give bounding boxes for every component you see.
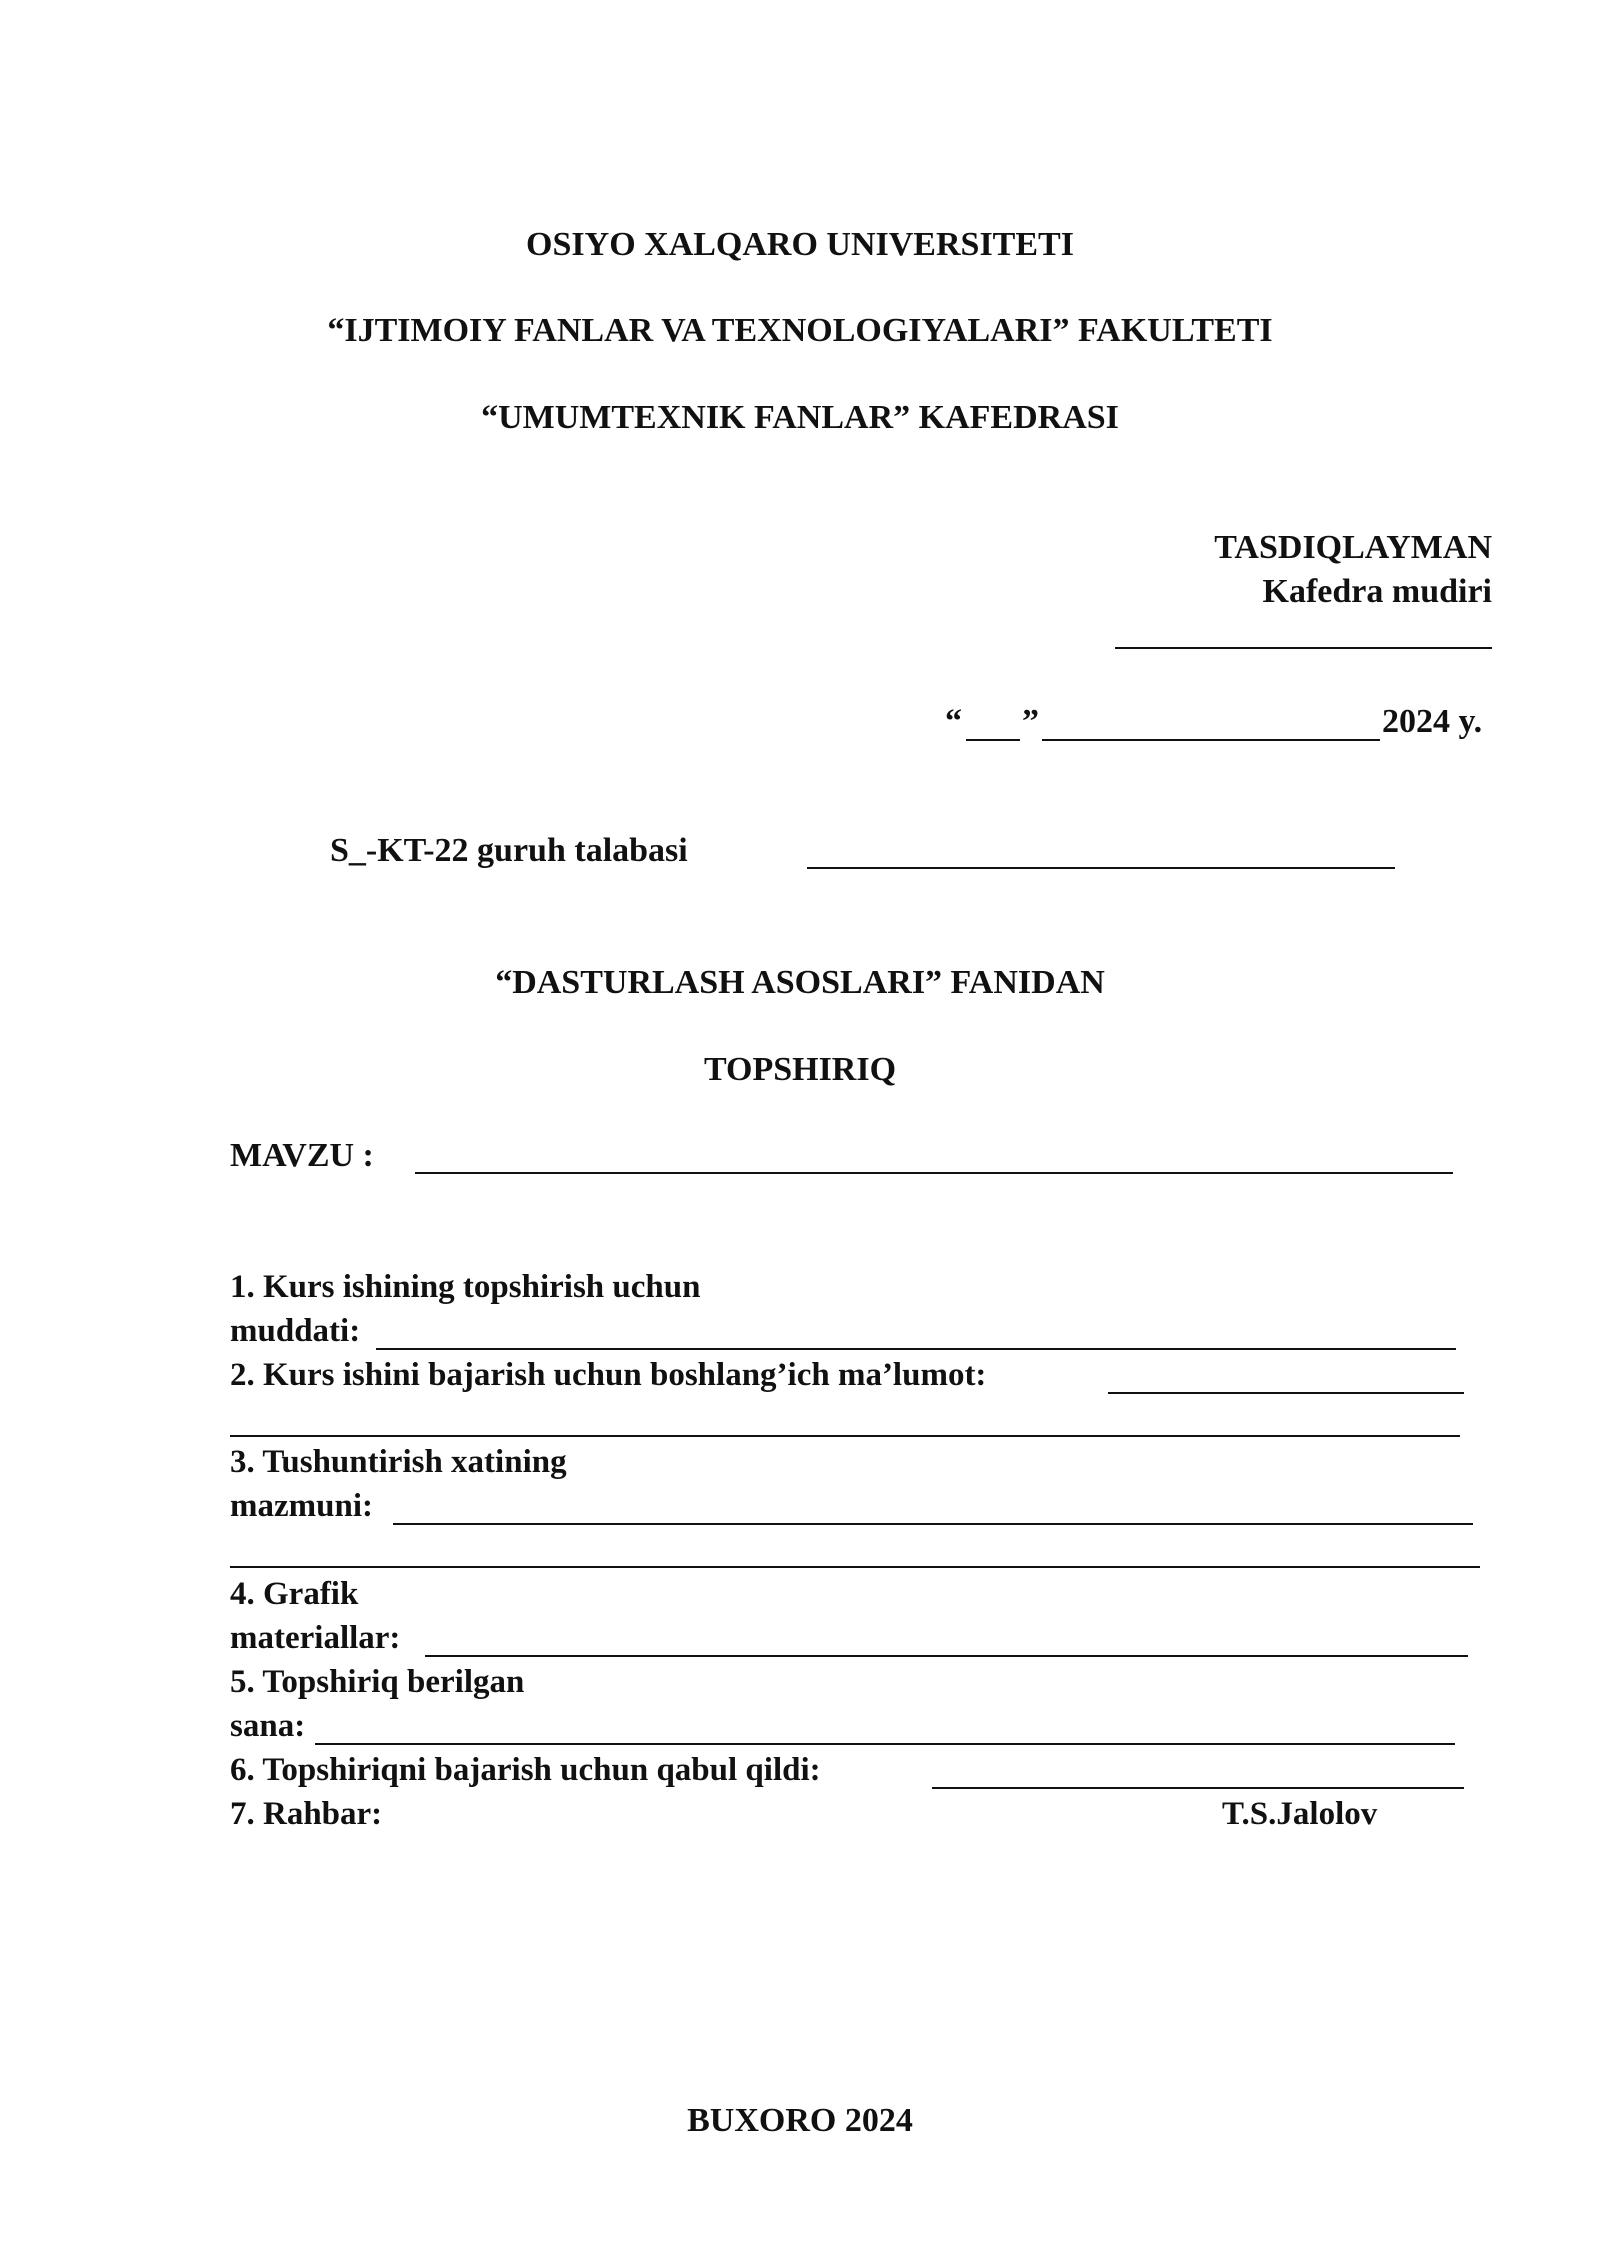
item-3-line-cont[interactable] (230, 1566, 1480, 1568)
student-group-label: S_-KT-22 guruh talabasi (330, 832, 688, 869)
approval-year: 2024 y. (1382, 703, 1483, 740)
date-open-quote: “ (945, 703, 962, 740)
date-day-line[interactable] (966, 739, 1020, 741)
date-close-quote: ” (1022, 703, 1039, 740)
faculty-name: “IJTIMOIY FANLAR VA TEXNOLOGIYALARI” FAKULTETI (327, 312, 1273, 349)
document-type: TOPSHIRIQ (703, 1051, 897, 1088)
item-6-line[interactable] (932, 1787, 1464, 1789)
subject-title: “DASTURLASH ASOSLARI” FANIDAN (495, 964, 1105, 1001)
department-name: “UMUMTEXNIK FANLAR” KAFEDRASI (481, 399, 1119, 436)
item-7-label: 7. Rahbar: (230, 1796, 383, 1832)
topic-label: MAVZU : (230, 1137, 374, 1174)
item-4-label-cont: materiallar: (230, 1620, 401, 1656)
date-month-line[interactable] (1042, 739, 1380, 741)
approval-title: TASDIQLAYMAN (1214, 529, 1492, 566)
topic-line[interactable] (415, 1172, 1453, 1174)
item-3-label-cont: mazmuni: (230, 1488, 373, 1524)
city-year: BUXORO 2024 (687, 2102, 913, 2139)
item-5-label-cont: sana: (230, 1708, 306, 1744)
supervisor-name: T.S.Jalolov (1222, 1796, 1378, 1832)
item-3-line[interactable] (393, 1523, 1473, 1525)
signature-line[interactable] (1115, 647, 1492, 649)
university-name: OSIYO XALQARO UNIVERSITETI (526, 226, 1074, 263)
item-1-line[interactable] (376, 1348, 1456, 1350)
item-1-label-cont: muddati: (230, 1313, 361, 1349)
item-4-label: 4. Grafik (230, 1576, 359, 1612)
item-1-label: 1. Kurs ishining topshirish uchun (230, 1269, 701, 1305)
approval-role: Kafedra mudiri (1262, 573, 1492, 610)
item-6-label: 6. Topshiriqni bajarish uchun qabul qildi: (230, 1752, 821, 1788)
item-2-line-cont[interactable] (230, 1435, 1460, 1437)
student-name-line[interactable] (807, 867, 1395, 869)
item-5-label: 5. Topshiriq berilgan (230, 1664, 525, 1700)
item-3-label: 3. Tushuntirish xatining (230, 1444, 567, 1480)
item-4-line[interactable] (425, 1655, 1468, 1657)
item-2-label: 2. Kurs ishini bajarish uchun boshlang’ich ma’lumot: (230, 1357, 987, 1393)
item-5-line[interactable] (315, 1743, 1455, 1745)
item-2-line[interactable] (1108, 1392, 1464, 1394)
